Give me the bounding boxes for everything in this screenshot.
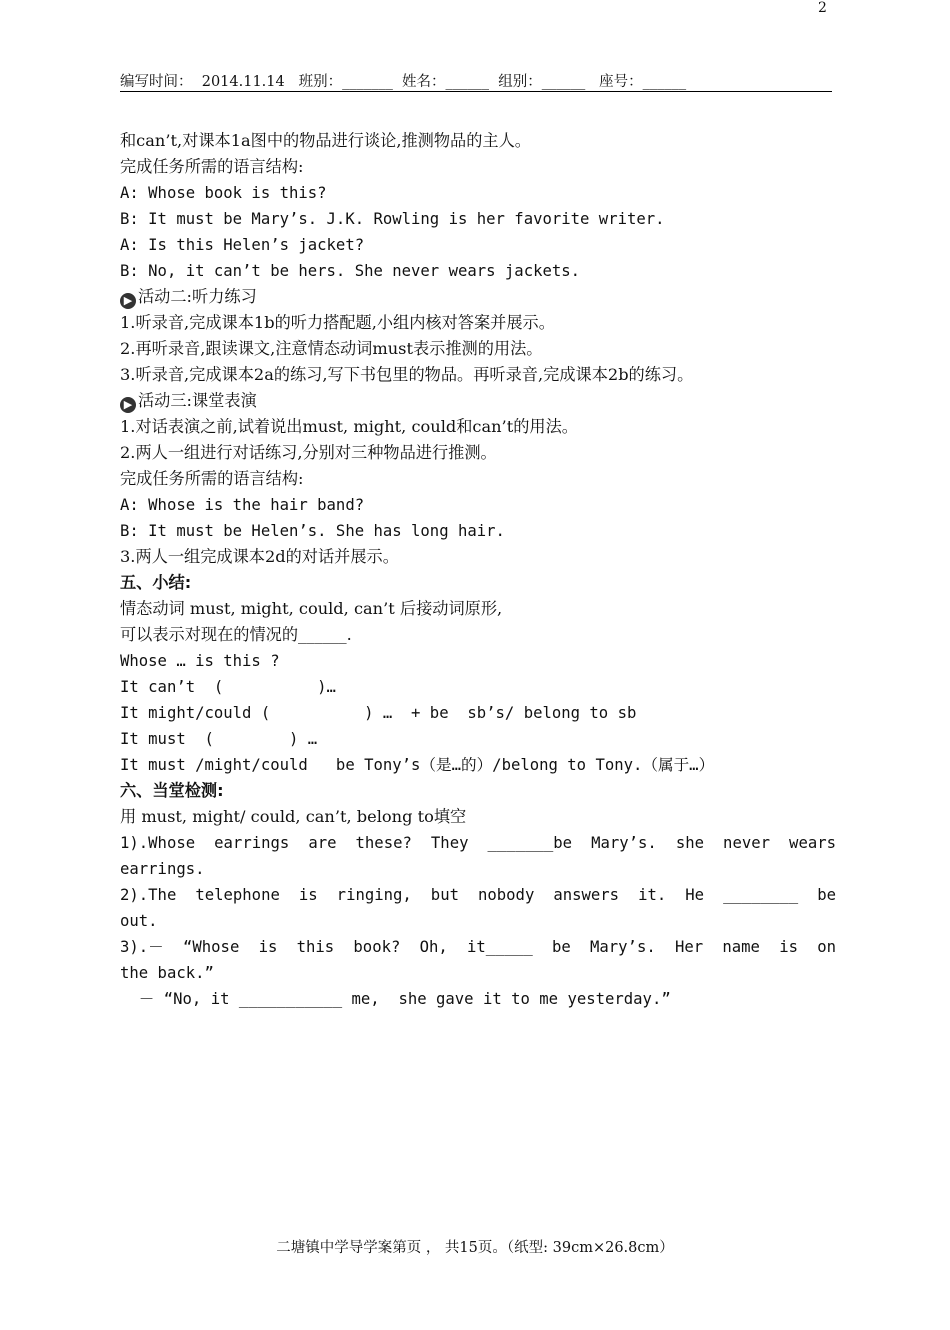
line-text: B: No, it can’t be hers. She never wears jackets. (120, 262, 581, 280)
text-line (120, 674, 836, 700)
line-text: 六、当堂检测: (120, 781, 224, 800)
text-line (120, 128, 836, 154)
text-line (120, 934, 836, 960)
line-text: Whose … is this ? (120, 652, 280, 670)
text-line (120, 830, 836, 856)
worksheet-header: 编写时间： 2014.11.14 班别：_______ 姓名：______ 组别：______ 座号：______ (120, 70, 832, 92)
text-line (120, 544, 836, 570)
activity-heading (120, 284, 836, 310)
play-arrow-icon: ▶ (120, 293, 136, 309)
worksheet-body (120, 128, 836, 1012)
text-line (120, 960, 836, 986)
line-text: 活动二:听力练习 (138, 287, 257, 306)
text-line (120, 154, 836, 180)
line-text: 2).The telephone is ringing, but nobody answers it. He ________ be (120, 886, 836, 904)
activity-heading (120, 388, 836, 414)
line-text: 3.两人一组完成课本2d的对话并展示。 (120, 547, 399, 566)
line-text: 3).－ “Whose is this book? Oh, it_____ be Mary’s. Her name is on (120, 938, 836, 956)
line-text: 3.听录音,完成课本2a的练习,写下书包里的物品。再听录音,完成课本2b的练习。 (120, 365, 694, 384)
text-line (120, 492, 836, 518)
text-line (120, 804, 836, 830)
section-heading (120, 570, 836, 596)
text-line (120, 232, 836, 258)
text-line (120, 726, 836, 752)
text-line (120, 310, 836, 336)
text-line (120, 336, 836, 362)
text-line (120, 518, 836, 544)
text-line (120, 596, 836, 622)
text-line (120, 752, 836, 778)
line-text: the back.” (120, 964, 214, 982)
text-line (120, 180, 836, 206)
page-number: 2 (818, 0, 827, 16)
line-text: 可以表示对现在的情况的______. (120, 625, 352, 644)
line-text: 完成任务所需的语言结构: (120, 157, 304, 176)
line-text: 和can’t,对课本1a图中的物品进行谈论,推测物品的主人。 (120, 131, 531, 150)
line-text: It must /might/could be Tony’s（是…的）/belong to Tony.（属于…） (120, 756, 715, 774)
line-text: 2.两人一组进行对话练习,分别对三种物品进行推测。 (120, 443, 497, 462)
line-text: It must ( ) … (120, 730, 318, 748)
text-line (120, 882, 836, 908)
line-text: A: Is this Helen’s jacket? (120, 236, 365, 254)
text-line (120, 856, 836, 882)
text-line (120, 908, 836, 934)
text-line (120, 414, 836, 440)
line-text: 情态动词 must, might, could, can’t 后接动词原形, (120, 599, 503, 618)
text-line (120, 622, 836, 648)
line-text: A: Whose is the hair band? (120, 496, 365, 514)
text-line (120, 648, 836, 674)
text-line (120, 700, 836, 726)
text-line (120, 440, 836, 466)
page-footer: 二塘镇中学导学案第页 ， 共15页。（纸型: 39cm×26.8cm） (276, 1240, 674, 1256)
line-text: 活动三:课堂表演 (138, 391, 257, 410)
line-text: 1).Whose earrings are these? They _______be Mary’s. she never wears (120, 834, 836, 852)
text-line (120, 258, 836, 284)
play-arrow-icon: ▶ (120, 397, 136, 413)
line-text: B: It must be Helen’s. She has long hair. (120, 522, 505, 540)
text-line (120, 206, 836, 232)
line-text: It can’t ( )… (120, 678, 336, 696)
line-text: out. (120, 912, 158, 930)
line-text: 完成任务所需的语言结构: (120, 469, 304, 488)
text-line (120, 362, 836, 388)
line-text: 1.对话表演之前,试着说出must, might, could和can’t的用法。 (120, 417, 578, 436)
line-text: earrings. (120, 860, 205, 878)
text-line (120, 986, 836, 1012)
line-text: 1.听录音,完成课本1b的听力搭配题,小组内核对答案并展示。 (120, 313, 555, 332)
line-text: － “No, it ___________ me, she gave it to me yesterday.” (120, 990, 671, 1008)
line-text: It might/could ( ) … + be sb’s/ belong to sb (120, 704, 637, 722)
line-text: A: Whose book is this? (120, 184, 327, 202)
line-text: 五、小结: (120, 573, 192, 592)
text-line (120, 466, 836, 492)
line-text: 用 must, might/ could, can’t, belong to填空 (120, 807, 467, 826)
line-text: B: It must be Mary’s. J.K. Rowling is her favorite writer. (120, 210, 665, 228)
line-text: 2.再听录音,跟读课文,注意情态动词must表示推测的用法。 (120, 339, 543, 358)
section-heading (120, 778, 836, 804)
